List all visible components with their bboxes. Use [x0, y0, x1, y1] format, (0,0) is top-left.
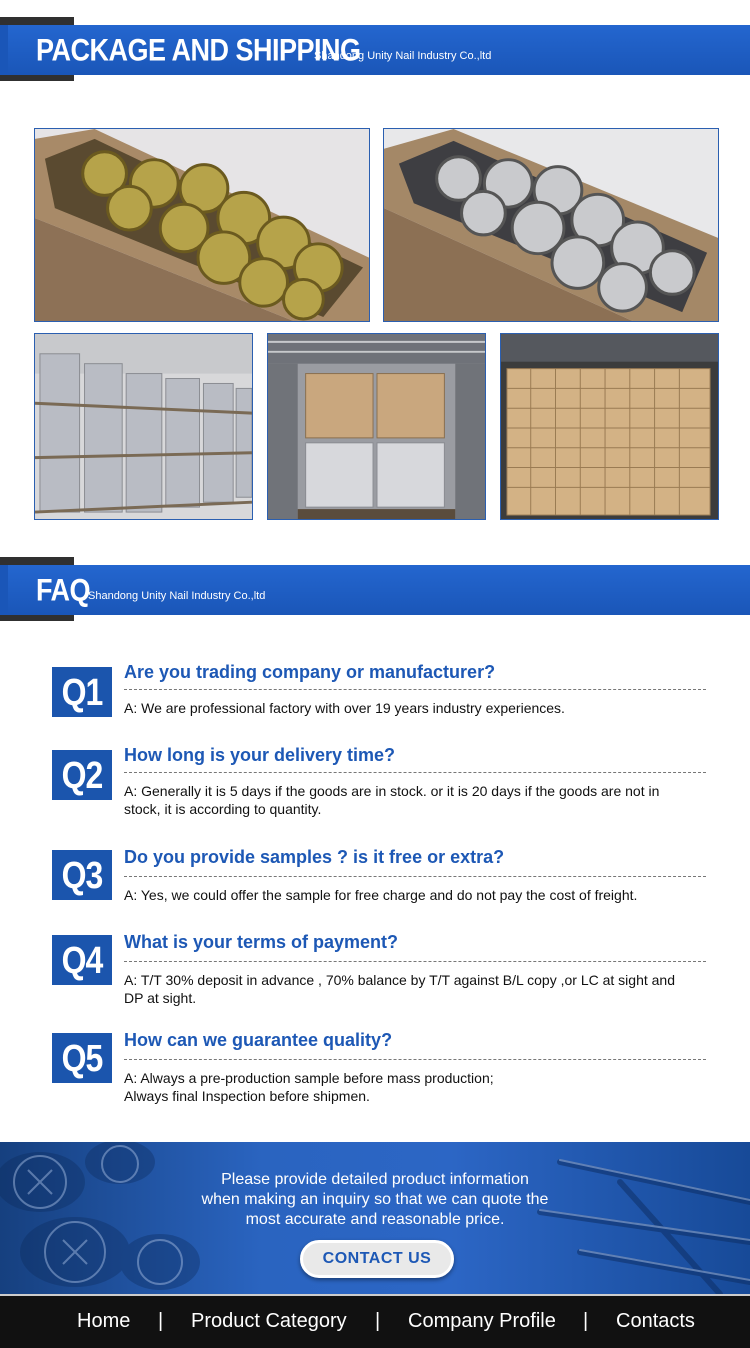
faq-question: How can we guarantee quality?	[124, 1030, 393, 1050]
faq-question: Do you provide samples ? is it free or extra?	[124, 847, 505, 867]
contact-message-line: when making an inquiry so that we can quote the	[201, 1191, 549, 1208]
package-shipping-subtitle: Shandong Unity Nail Industry Co.,ltd	[314, 50, 492, 62]
faq-divider	[124, 961, 706, 962]
faq-answer-line: A: Always a pre-production sample before mass production;	[124, 1070, 494, 1086]
faq-answer: A: T/T 30% deposit in advance , 70% balance by T/T against B/L copy ,or LC at sight and DP at sight.	[124, 972, 675, 1006]
faq-banner	[0, 565, 750, 615]
faq-answer: A: We are professional factory with over 19 years industry experiences.	[124, 700, 565, 716]
faq-question: What is your terms of payment?	[124, 932, 399, 952]
faq-answer: A: Yes, we could offer the sample for free charge and do not pay the cost of freight.	[124, 887, 638, 903]
faq-divider	[124, 689, 706, 690]
nav-separator: |	[375, 1310, 381, 1332]
q1-badge: Q1	[52, 667, 112, 717]
faq-answer	[124, 1069, 694, 1105]
q5-badge: Q5	[52, 1033, 112, 1083]
nav-separator: |	[158, 1310, 164, 1332]
faq-title: FAQ	[36, 572, 91, 608]
faq-answer-line: Always final Inspection before shipmen.	[124, 1088, 370, 1104]
footer-nav	[0, 1294, 750, 1348]
contact-message-line: most accurate and reasonable price.	[245, 1211, 505, 1228]
nav-product-category-link[interactable]: Product Category	[191, 1310, 347, 1332]
contact-message-line: Please provide detailed product information	[221, 1171, 529, 1188]
faq-divider	[124, 876, 706, 877]
faq-question: How long is your delivery time?	[124, 745, 396, 765]
silver-coil-nails-box-photo	[383, 128, 719, 322]
q3-badge: Q3	[52, 850, 112, 900]
contact-message	[0, 1170, 750, 1230]
faq-subtitle: Shandong Unity Nail Industry Co.,ltd	[88, 590, 266, 602]
q2-badge: Q2	[52, 750, 112, 800]
faq-answer: A: Generally it is 5 days if the goods are in stock. or it is 20 days if the goods are not in stock, it is according to quantity.	[124, 783, 660, 817]
warehouse-pallets-photo	[34, 333, 253, 520]
faq-divider	[124, 772, 706, 773]
container-pallets-photo	[267, 333, 486, 520]
gold-coil-nails-box-photo	[34, 128, 370, 322]
contact-us-button[interactable]: CONTACT US	[300, 1240, 454, 1278]
faq-question: Are you trading company or manufacturer?	[124, 662, 496, 682]
contact-section	[0, 1142, 750, 1294]
q4-badge: Q4	[52, 935, 112, 985]
package-shipping-banner	[0, 25, 750, 75]
package-shipping-title: PACKAGE AND SHIPPING	[36, 32, 361, 68]
nav-contacts-link[interactable]: Contacts	[616, 1310, 695, 1332]
cartons-stacked-photo	[500, 333, 719, 520]
faq-divider	[124, 1059, 706, 1060]
nav-separator: |	[583, 1310, 589, 1332]
nav-home-link[interactable]: Home	[77, 1310, 131, 1332]
nav-company-profile-link[interactable]: Company Profile	[408, 1310, 556, 1332]
